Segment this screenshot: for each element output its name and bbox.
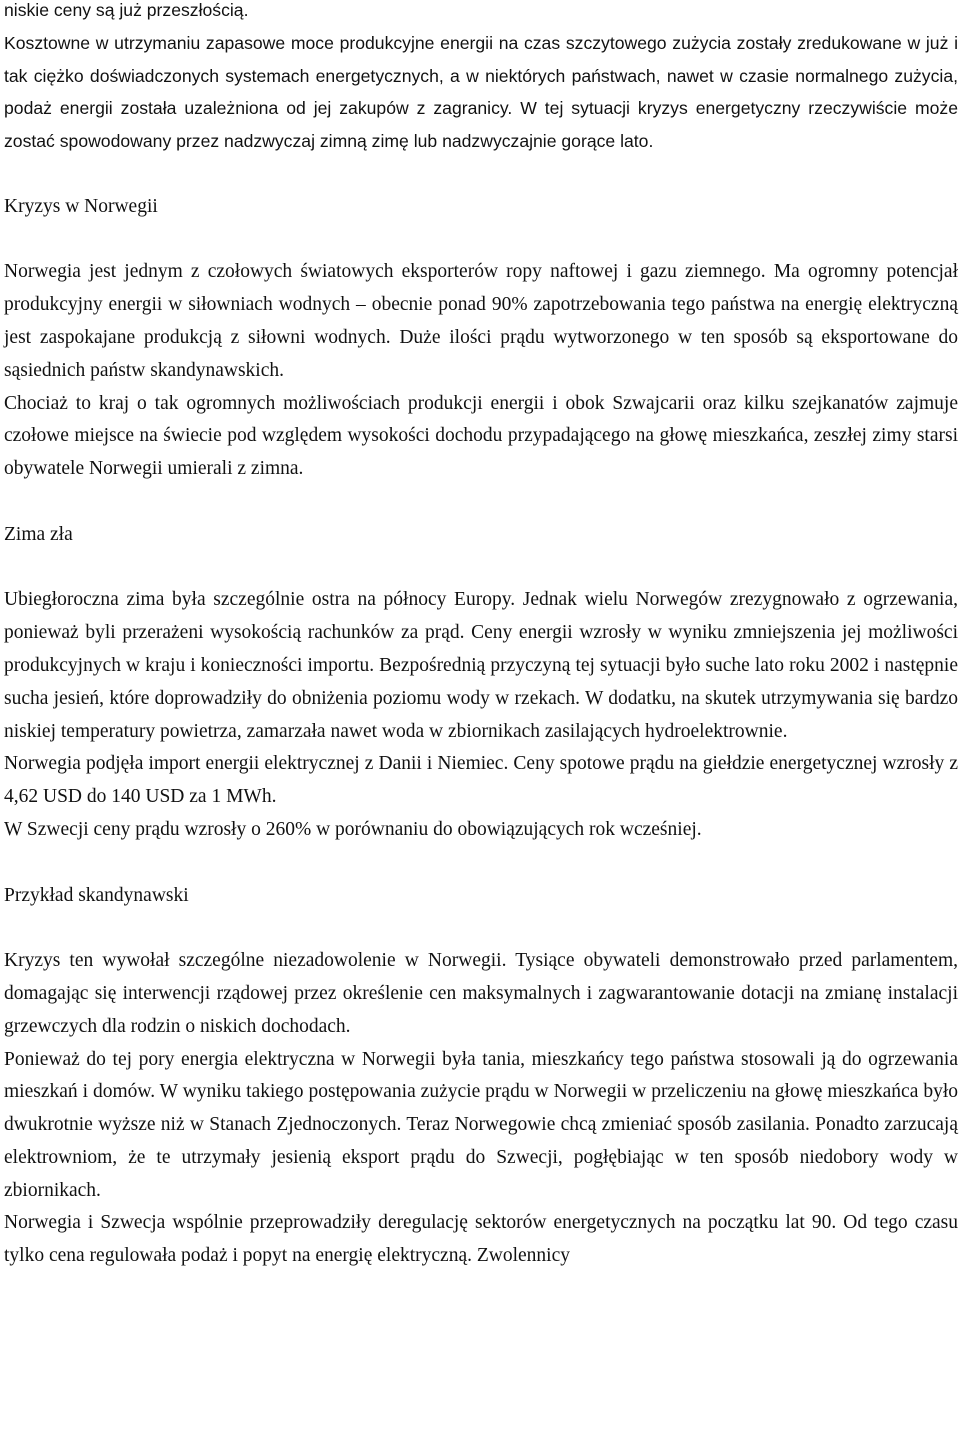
paragraph-protests: Kryzys ten wywołał szczególne niezadowolenie w Norwegii. Tysiące obywateli demonstrowało przed parlamentem, domagając się interwencji rządowej przez określenie cen maksymalnych i zagwarantowanie dotacji na zmianę instalacji grzewczych dla rodzin o niskich dochodach. — [4, 950, 958, 1037]
spacer — [4, 158, 958, 191]
spacer — [4, 912, 958, 945]
paragraph-backup-capacity: Kosztowne w utrzymaniu zapasowe moce produkcyjne energii na czas szczytowego zużycia zostały zredukowane w już i tak ciężko doświadczonych systemach energetycznych, a w niektórych państwach, nawet w czasie normalnego zużycia, podaż energii została uzależniona od jej zakupów z zagranicy. W tej sytuacji kryzys energetyczny rzeczywiście może zostać spowodowany przez nadzwyczaj zimną zimę lub nadzwyczajnie gorące lato. — [4, 32, 958, 152]
spacer — [4, 552, 958, 585]
paragraph-sweden-prices: W Szwecji ceny prądu wzrosły o 260% w porównaniu do obowiązujących rok wcześniej. — [4, 818, 702, 840]
document-page — [4, 0, 958, 1273]
paragraph-fragment: niskie ceny są już przeszłością. — [4, 0, 249, 20]
heading-norway-crisis: Kryzys w Norwegii — [4, 195, 158, 217]
paragraph-norway-income: Chociaż to kraj o tak ogromnych możliwościach produkcji energii i obok Szwajcarii oraz kilku szejkanatów zajmuje czołowe miejsce na świecie pod względem wysokości dochodu przypadającego na głowę mieszkańca, zeszłej zimy starsi obywatele Norwegii umierali z zimna. — [4, 392, 958, 480]
heading-bad-winter: Zima zła — [4, 523, 73, 545]
spacer — [4, 847, 958, 880]
heading-scandinavian-example: Przykład skandynawski — [4, 884, 189, 906]
spacer — [4, 486, 958, 519]
paragraph-heating: Ponieważ do tej pory energia elektryczna w Norwegii była tania, mieszkańcy tego państwa stosowali ją do ogrzewania mieszkań i domów. W wyniku takiego postępowania zużycie prądu w Norwegii w przeliczeniu na głowę mieszkańca było dwukrotnie wyższe niż w Stanach Zjednoczonych. Teraz Norwegowie chcą zmieniać sposób zasilania. Ponadto zarzucają elektrowniom, że te utrzymały jesienią eksport prądu do Szwecji, pogłębiając w ten sposób niedobory wody w zbiornikach. — [4, 1048, 958, 1201]
paragraph-winter-prices: Ubiegłoroczna zima była szczególnie ostra na północy Europy. Jednak wielu Norwegów zrezygnowało z ogrzewania, ponieważ byli przerażeni wysokością rachunków za prąd. Ceny energii wzrosły w wyniku zmniejszenia jej możliwości produkcyjnych w kraju i konieczności importu. Bezpośrednią przyczyną tej sytuacji było suche lato roku 2002 i następnie sucha jesień, które doprowadziły do obniżenia poziomu wody w rzekach. W dodatku, na skutek utrzymywania się bardzo niskiej temperatury powietrza, zamarzała nawet woda w zbiornikach zasilających hydroelektrownie. — [4, 589, 958, 742]
paragraph-norway-production: Norwegia jest jednym z czołowych światowych eksporterów ropy naftowej i gazu ziemnego. Ma ogromny potencjał produkcyjny energii w siłowniach wodnych – obecnie ponad 90% zapotrzebowania tego państwa na energię elektryczną jest zaspokajane produkcją z siłowni wodnych. Duże ilości prądu wytworzonego w ten sposób są eksportowane do sąsiednich państw skandynawskich. — [4, 261, 958, 381]
paragraph-winter-import: Norwegia podjęła import energii elektrycznej z Danii i Niemiec. Ceny spotowe prądu na giełdzie energetycznej wzrosły z 4,62 USD do 140 USD za 1 MWh. — [4, 753, 958, 808]
paragraph-deregulation: Norwegia i Szwecja wspólnie przeprowadziły deregulację sektorów energetycznych na początku lat 90. Od tego czasu tylko cena regulowała podaż i popyt na energię elektryczną. Zwolennicy — [4, 1212, 958, 1267]
spacer — [4, 224, 958, 257]
